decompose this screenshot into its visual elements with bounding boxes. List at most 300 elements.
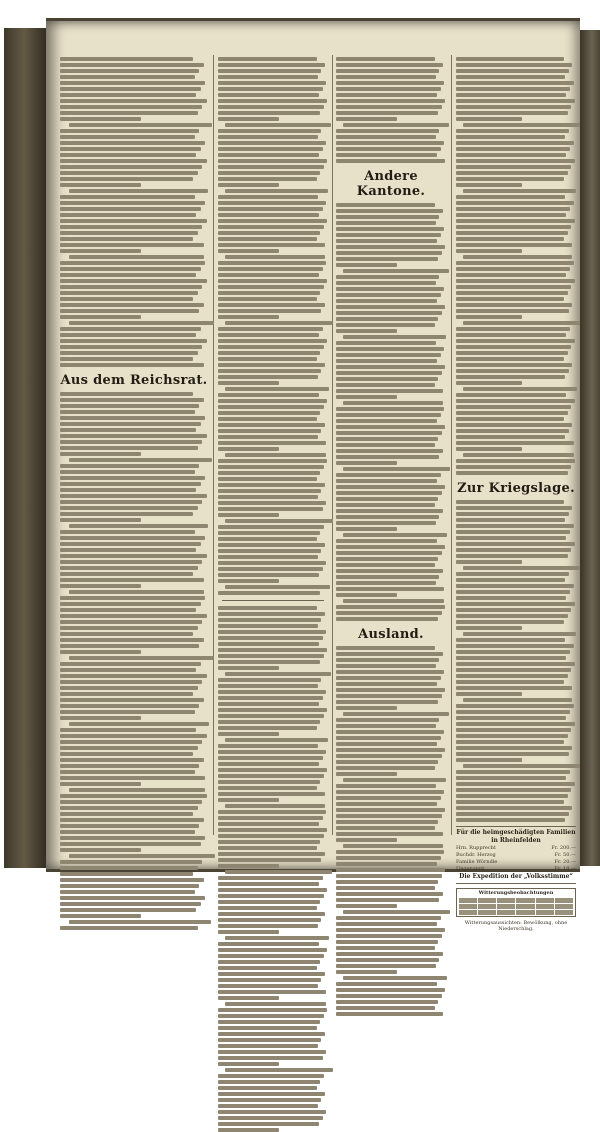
text-line: [60, 782, 141, 786]
text-line: [218, 990, 326, 994]
text-line: [218, 852, 325, 856]
text-line: [218, 924, 318, 928]
text-line: [60, 596, 205, 600]
text-line: [456, 87, 570, 91]
text-line: [336, 141, 444, 145]
text-line: [225, 519, 334, 523]
weather-cell: [478, 898, 496, 903]
text-line: [218, 630, 326, 634]
text-line: [60, 129, 199, 133]
text-line: [336, 611, 442, 615]
text-line: [218, 177, 317, 181]
text-line: [218, 87, 323, 91]
text-line: [456, 303, 572, 307]
text-line: [218, 507, 323, 511]
text-line: [336, 862, 437, 866]
text-line: [69, 524, 208, 528]
text-line: [218, 624, 318, 628]
expedition-line: Die Expedition der „Volksstimme“: [459, 873, 573, 880]
text-line: [60, 57, 193, 61]
section-divider: [222, 600, 324, 601]
text-line: [225, 189, 328, 193]
text-line: [60, 710, 195, 714]
weather-cell: [497, 904, 515, 909]
text-line: [218, 333, 319, 337]
weather-cell: [555, 910, 573, 915]
donation-notice: [456, 826, 576, 884]
text-line: [60, 345, 202, 349]
text-line: [60, 566, 198, 570]
text-line: [218, 579, 279, 583]
text-line: [336, 455, 439, 459]
weather-cell: [497, 910, 515, 915]
text-line: [336, 485, 445, 489]
column-1: [60, 55, 208, 839]
text-line: [456, 692, 522, 696]
text-line: [218, 846, 317, 850]
text-line: [218, 960, 320, 964]
donor-name: Buchdr. Herzog: [456, 852, 496, 858]
text-line: [336, 724, 436, 728]
text-line: [456, 500, 564, 504]
paragraph-block: [60, 57, 208, 367]
text-line: [336, 958, 439, 962]
text-line: [456, 63, 572, 67]
text-line: [218, 99, 327, 103]
donation-list: [456, 845, 576, 873]
text-line: [336, 281, 436, 285]
text-line: [218, 636, 323, 640]
donation-row: [456, 859, 576, 866]
section-heading: Ausland.: [358, 627, 424, 642]
text-line: [60, 237, 193, 241]
text-line: [218, 606, 317, 610]
text-line: [218, 495, 318, 499]
text-line: [456, 530, 570, 534]
section-heading: Aus dem Reichsrat.: [60, 373, 208, 388]
text-line: [456, 135, 565, 139]
text-line: [60, 554, 207, 558]
text-line: [60, 357, 193, 361]
text-line: [60, 740, 202, 744]
text-line: [218, 750, 326, 754]
text-line: [60, 422, 201, 426]
weather-cell: [459, 904, 477, 909]
text-line: [60, 662, 201, 666]
text-line: [456, 662, 575, 666]
text-line: [218, 405, 324, 409]
text-line: [218, 666, 279, 670]
text-line: [218, 357, 317, 361]
text-line: [456, 471, 568, 475]
text-line: [336, 760, 438, 764]
text-line: [456, 554, 568, 558]
text-line: [225, 123, 332, 127]
text-line: [60, 75, 195, 79]
text-line: [456, 644, 574, 648]
text-line: [336, 545, 445, 549]
text-line: [336, 209, 443, 213]
text-line: [456, 680, 564, 684]
text-line: [60, 860, 202, 864]
text-line: [60, 608, 196, 612]
text-line: [218, 261, 326, 265]
text-line: [218, 483, 325, 487]
text-line: [218, 648, 327, 652]
text-line: [218, 1074, 324, 1078]
text-line: [60, 285, 202, 289]
text-line: [336, 670, 444, 674]
text-line: [456, 147, 570, 151]
text-line: [218, 513, 279, 517]
text-line: [343, 269, 450, 273]
text-line: [225, 453, 326, 457]
text-line: [218, 942, 319, 946]
text-line: [60, 824, 199, 828]
text-line: [60, 404, 199, 408]
text-line: [60, 428, 196, 432]
text-line: [343, 401, 443, 405]
text-line: [218, 720, 320, 724]
text-line: [456, 506, 572, 510]
text-line: [336, 593, 397, 597]
text-line: [69, 255, 204, 259]
text-line: [336, 808, 445, 812]
text-line: [456, 375, 565, 379]
text-line: [336, 790, 444, 794]
text-line: [218, 1092, 325, 1096]
paragraph-block: [336, 646, 446, 1016]
text-line: [60, 470, 195, 474]
text-line: [60, 914, 141, 918]
text-line: [218, 573, 319, 577]
text-line: [60, 446, 198, 450]
text-line: [456, 590, 570, 594]
text-line: [60, 225, 202, 229]
text-line: [60, 572, 193, 576]
text-line: [218, 864, 279, 868]
text-line: [218, 888, 327, 892]
text-line: [60, 626, 198, 630]
text-line: [336, 221, 436, 225]
column-rule: [451, 55, 452, 835]
text-line: [218, 93, 319, 97]
text-line: [218, 303, 325, 307]
text-line: [336, 305, 445, 309]
text-line: [218, 279, 327, 283]
text-line: [60, 351, 198, 355]
text-line: [336, 353, 441, 357]
text-line: [60, 261, 205, 265]
text-line: [336, 203, 435, 207]
text-line: [336, 784, 436, 788]
text-line: [60, 866, 198, 870]
text-line: [218, 81, 326, 85]
text-line: [456, 722, 575, 726]
text-line: [336, 75, 436, 79]
text-line: [218, 69, 321, 73]
text-line: [456, 183, 522, 187]
text-line: [218, 696, 323, 700]
text-line: [60, 506, 198, 510]
text-line: [69, 189, 208, 193]
text-line: [336, 383, 435, 387]
text-line: [336, 437, 438, 441]
text-line: [218, 978, 321, 982]
text-line: [456, 339, 575, 343]
text-line: [218, 309, 321, 313]
text-line: [218, 1128, 279, 1132]
text-line: [336, 395, 397, 399]
text-line: [218, 153, 319, 157]
text-line: [218, 375, 318, 379]
text-line: [218, 201, 326, 205]
text-line: [336, 886, 435, 890]
weather-cell: [478, 904, 496, 909]
text-line: [218, 291, 320, 295]
text-line: [60, 668, 196, 672]
text-line: [218, 1086, 317, 1090]
weather-table: [456, 888, 576, 917]
text-line: [60, 620, 202, 624]
text-line: [60, 872, 193, 876]
text-line: [456, 788, 571, 792]
text-line: [60, 812, 193, 816]
text-line: [336, 135, 436, 139]
text-line: [456, 560, 522, 564]
text-line: [218, 1026, 317, 1030]
text-line: [218, 1020, 320, 1024]
paragraph-block: [456, 500, 576, 822]
text-line: [218, 732, 279, 736]
text-line: [336, 413, 441, 417]
text-line: [218, 129, 321, 133]
text-line: [60, 530, 195, 534]
paragraph-block: [218, 57, 328, 595]
text-line: [218, 249, 279, 253]
text-line: [336, 99, 445, 103]
text-line: [225, 936, 330, 940]
text-line: [336, 796, 441, 800]
text-line: [218, 399, 327, 403]
weather-cell: [516, 910, 534, 915]
text-line: [218, 1122, 319, 1126]
text-line: [336, 105, 442, 109]
text-line: [218, 948, 327, 952]
text-line: [60, 650, 141, 654]
text-line: [456, 716, 566, 720]
text-line: [60, 99, 207, 103]
text-line: [218, 285, 324, 289]
text-line: [60, 674, 207, 678]
text-line: [336, 892, 443, 896]
text-line: [336, 850, 444, 854]
text-line: [60, 231, 198, 235]
text-line: [456, 225, 571, 229]
text-line: [60, 267, 201, 271]
text-line: [60, 273, 196, 277]
text-line: [60, 584, 141, 588]
text-line: [336, 117, 397, 121]
text-line: [218, 339, 327, 343]
text-line: [336, 700, 438, 704]
text-line: [60, 614, 207, 618]
text-line: [218, 363, 325, 367]
text-line: [218, 774, 324, 778]
text-line: [456, 794, 568, 798]
text-line: [218, 477, 317, 481]
paragraph-block: [456, 57, 576, 475]
text-line: [343, 976, 448, 980]
text-line: [456, 800, 564, 804]
text-line: [456, 746, 572, 750]
text-line: [60, 806, 198, 810]
text-line: [336, 557, 438, 561]
donation-row: [456, 845, 576, 852]
text-line: [218, 207, 323, 211]
text-line: [456, 75, 565, 79]
text-line: [60, 207, 201, 211]
text-line: [336, 856, 441, 860]
text-line: [456, 111, 568, 115]
text-line: [456, 297, 564, 301]
text-line: [456, 818, 565, 822]
text-line: [336, 748, 445, 752]
text-line: [60, 69, 199, 73]
text-line: [60, 734, 207, 738]
text-line: [218, 882, 319, 886]
text-line: [456, 99, 575, 103]
text-line: [225, 870, 333, 874]
column-4: [456, 55, 576, 932]
text-line: [218, 858, 321, 862]
text-line: [218, 726, 317, 730]
text-line: [218, 756, 323, 760]
text-line: [336, 449, 443, 453]
text-line: [336, 742, 437, 746]
text-line: [218, 57, 317, 61]
text-line: [336, 676, 441, 680]
text-line: [456, 542, 575, 546]
text-line: [456, 417, 564, 421]
text-line: [60, 494, 207, 498]
weather-cell: [555, 904, 573, 909]
text-line: [60, 309, 199, 313]
text-line: [336, 539, 437, 543]
donation-amount: Fr. 20.—: [554, 859, 576, 865]
text-line: [218, 183, 279, 187]
text-line: [60, 183, 141, 187]
text-line: [218, 411, 320, 415]
text-line: [218, 762, 319, 766]
text-line: [336, 988, 445, 992]
text-line: [60, 578, 204, 582]
text-line: [456, 806, 572, 810]
text-line: [336, 736, 441, 740]
text-line: [60, 63, 204, 67]
text-line: [336, 569, 443, 573]
text-line: [456, 728, 571, 732]
text-line: [218, 441, 326, 445]
text-line: [60, 800, 202, 804]
text-line: [336, 479, 437, 483]
text-line: [456, 572, 569, 576]
text-line: [60, 896, 205, 900]
text-line: [225, 738, 328, 742]
text-line: [60, 878, 204, 882]
text-line: [456, 524, 574, 528]
text-line: [69, 656, 214, 660]
text-line: [456, 596, 566, 600]
column-3: [336, 55, 446, 839]
text-line: [218, 744, 318, 748]
text-line: [336, 503, 435, 507]
text-line: [60, 434, 207, 438]
text-line: [60, 602, 201, 606]
text-line: [456, 548, 571, 552]
text-line: [60, 416, 205, 420]
text-line: [225, 255, 325, 259]
text-line: [60, 764, 199, 768]
text-line: [463, 566, 579, 570]
text-line: [60, 680, 202, 684]
text-line: [218, 816, 323, 820]
text-line: [218, 660, 320, 664]
text-line: [456, 207, 570, 211]
text-line: [456, 117, 522, 121]
text-line: [336, 898, 439, 902]
text-line: [456, 195, 565, 199]
text-line: [60, 165, 202, 169]
text-line: [218, 840, 320, 844]
text-line: [218, 543, 325, 547]
text-line: [60, 333, 196, 337]
text-line: [456, 231, 568, 235]
text-line: [456, 399, 575, 403]
text-line: [60, 81, 205, 85]
text-line: [456, 704, 574, 708]
text-line: [336, 802, 437, 806]
text-line: [60, 644, 199, 648]
text-line: [463, 321, 581, 325]
text-line: [60, 398, 204, 402]
paragraph-block: [218, 606, 328, 1132]
text-line: [336, 473, 441, 477]
text-line: [336, 922, 437, 926]
text-line: [343, 778, 446, 782]
text-line: [456, 159, 575, 163]
weather-grid: [459, 898, 573, 915]
text-line: [336, 317, 438, 321]
text-line: [218, 75, 318, 79]
text-line: [456, 243, 572, 247]
weather-cell: [497, 898, 515, 903]
paragraph-block: [336, 203, 446, 621]
text-line: [60, 87, 201, 91]
text-line: [218, 642, 319, 646]
text-line: [336, 934, 442, 938]
text-line: [456, 608, 571, 612]
text-line: [218, 417, 317, 421]
text-line: [60, 476, 205, 480]
text-line: [456, 435, 565, 439]
text-line: [218, 213, 319, 217]
text-line: [336, 69, 439, 73]
text-line: [336, 730, 444, 734]
text-line: [218, 465, 324, 469]
text-line: [60, 692, 193, 696]
text-line: [456, 81, 574, 85]
